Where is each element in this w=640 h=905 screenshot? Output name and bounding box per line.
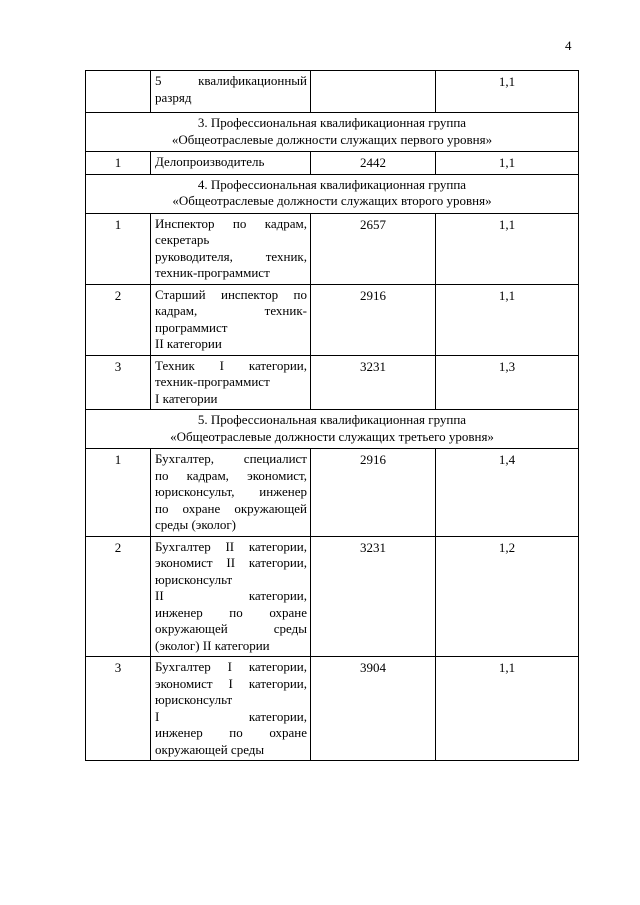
group-header-row [86, 113, 579, 152]
row-number: 1 [86, 449, 151, 537]
position-name-line: программист [155, 319, 228, 335]
position-name-line: Бухгалтер, специалист [155, 451, 307, 466]
group-title-line: 4. Профессиональная квалификационная группа [197, 176, 467, 192]
position-name [151, 657, 311, 761]
position-name-line: юрисконсульт [155, 692, 233, 707]
coefficient-value: 1,3 [436, 355, 579, 410]
position-name [151, 284, 311, 355]
salary-table [85, 70, 579, 761]
position-name-line: II категории, [155, 588, 307, 603]
position-name-line: кадрам, техник- [155, 303, 307, 318]
position-name-line: по кадрам, экономист, [155, 467, 307, 483]
table-body [86, 71, 579, 761]
position-name-line: разряд [155, 89, 192, 105]
position-name-line: среды (эколог) [155, 517, 237, 532]
page-number: 4 [565, 38, 572, 53]
coefficient-value: 1,1 [436, 71, 579, 113]
position-name-line: инженер по охране [155, 604, 307, 620]
position-name [151, 152, 311, 175]
position-name [151, 449, 311, 537]
salary-value: 2442 [311, 152, 436, 175]
position-name-line: I категории, [155, 708, 307, 724]
group-title [86, 410, 579, 449]
position-name-line: II категории [155, 336, 222, 351]
position-name-line: инженер по охране [155, 725, 307, 740]
position-name [151, 536, 311, 657]
position-name-line: экономист I категории, [155, 675, 307, 691]
salary-value: 2916 [311, 284, 436, 355]
row-number: 3 [86, 657, 151, 761]
group-title-line: «Общеотраслевые должности служащих первого уровня» [171, 131, 493, 147]
row-number: 3 [86, 355, 151, 410]
group-header-row [86, 174, 579, 213]
group-title [86, 113, 579, 152]
position-name-line: экономист II категории, [155, 555, 307, 570]
position-name-line: юрисконсульт, инженер [155, 484, 307, 499]
table-row [86, 284, 579, 355]
position-name-line: руководителя, техник, [155, 248, 307, 264]
coefficient-value: 1,1 [436, 152, 579, 175]
position-name-line: (эколог) II категории [155, 637, 270, 653]
position-name [151, 213, 311, 284]
table-row [86, 71, 579, 113]
coefficient-value: 1,1 [436, 284, 579, 355]
group-title-line: «Общеотраслевые должности служащих третьего уровня» [170, 428, 494, 444]
table-row [86, 449, 579, 537]
group-title-line: «Общеотраслевые должности служащих второго уровня» [172, 193, 492, 208]
row-number [86, 71, 151, 113]
position-name-line: по охране окружающей [155, 500, 307, 516]
table-row [86, 152, 579, 175]
position-name [151, 71, 311, 113]
position-name-line: техник-программист [155, 374, 270, 389]
table-row [86, 355, 579, 410]
table-row [86, 657, 579, 761]
coefficient-value: 1,1 [436, 213, 579, 284]
position-name-line: юрисконсульт [155, 571, 233, 587]
row-number: 1 [86, 152, 151, 175]
salary-value: 3231 [311, 355, 436, 410]
group-title-line: 5. Профессиональная квалификационная группа [197, 412, 467, 427]
position-name-line: секретарь [155, 232, 210, 247]
position-name-line: окружающей среды [155, 741, 265, 757]
group-header-row [86, 410, 579, 449]
position-name-line: окружающей среды [155, 621, 307, 636]
position-name-line: 5 квалификационный [155, 73, 307, 88]
position-name-line: Инспектор по кадрам, [155, 215, 307, 231]
coefficient-value: 1,1 [436, 657, 579, 761]
row-number: 2 [86, 284, 151, 355]
row-number: 1 [86, 213, 151, 284]
table-row [86, 536, 579, 657]
salary-value: 3904 [311, 657, 436, 761]
salary-value: 2657 [311, 213, 436, 284]
position-name-line: техник-программист [155, 265, 270, 280]
position-name-line: Старший инспектор по [155, 286, 307, 302]
table-row [86, 213, 579, 284]
salary-value [311, 71, 436, 113]
group-title [86, 174, 579, 213]
position-name-line: I категории [155, 390, 218, 406]
row-number: 2 [86, 536, 151, 657]
salary-value: 3231 [311, 536, 436, 657]
coefficient-value: 1,4 [436, 449, 579, 537]
position-name-line: Бухгалтер II категории, [155, 538, 307, 554]
coefficient-value: 1,2 [436, 536, 579, 657]
position-name-line: Делопроизводитель [155, 154, 265, 169]
salary-value: 2916 [311, 449, 436, 537]
position-name [151, 355, 311, 410]
position-name-line: Бухгалтер I категории, [155, 659, 307, 674]
position-name-line: Техник I категории, [155, 357, 307, 373]
group-title-line: 3. Профессиональная квалификационная группа [197, 115, 467, 130]
